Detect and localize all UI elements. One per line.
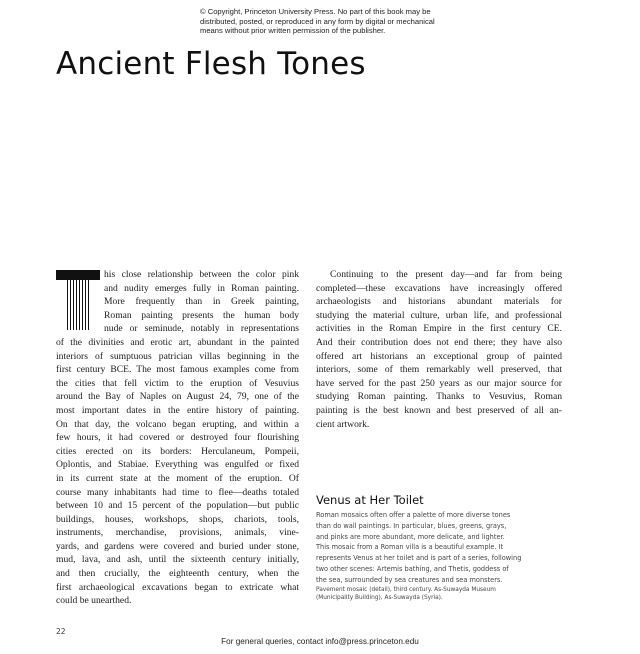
body-line: interiors of sumptuous patrician villas beginning in the bbox=[56, 350, 299, 362]
copyright-line: means without prior written permission of the publisher. bbox=[200, 26, 386, 36]
body-line: cities erected on its borders: Herculaneum, Pompeii, bbox=[56, 445, 299, 457]
page-number: 22 bbox=[56, 627, 66, 636]
body-column-right bbox=[316, 268, 562, 431]
body-line: completed—these excavations have increasingly offered bbox=[316, 282, 562, 294]
sidebar-text-line: represents Venus at her toilet and is part of a series, following bbox=[316, 554, 522, 563]
body-line: first century BCE. The most famous examples come from bbox=[56, 364, 299, 376]
body-line: activities in the Roman Empire in the first century CE. bbox=[316, 323, 562, 335]
body-line: most important dates in the entire history of painting. bbox=[56, 404, 299, 416]
sidebar-text-line: two other scenes: Artemis bathing, and Thetis, goddess of bbox=[316, 564, 509, 573]
sidebar-text-line: the sea, surrounded by sea creatures and sea monsters. bbox=[316, 575, 503, 584]
image-caption-line: Pavement mosaic (detail), third century. As-Suwayda Museum bbox=[316, 586, 496, 593]
body-column-left bbox=[56, 268, 299, 608]
sidebar-text-line: Roman mosaics often offer a palette of more diverse tones bbox=[316, 511, 511, 519]
body-line: between 10 and 15 percent of the population—but public bbox=[56, 500, 299, 512]
sidebar-text-line: and pinks are more abundant, more delicate, and lighter. bbox=[316, 532, 505, 541]
decorative-t-initial-icon bbox=[56, 270, 100, 330]
body-line: first archaeological excavations began to extricate what bbox=[56, 581, 299, 593]
body-line: his close relationship between the color pink bbox=[104, 269, 299, 280]
image-caption-line: (Municipality Building), As-Suwayda (Syria). bbox=[316, 595, 443, 602]
body-line: Oplontis, and Stabiae. Everything was engulfed or fixed bbox=[56, 459, 299, 471]
footer-contact: For general queries, contact info@press.princeton.edu bbox=[221, 637, 419, 646]
body-line: painting is the best known and best preserved of all an- bbox=[316, 404, 562, 416]
sidebar-title: Venus at Her Toilet bbox=[316, 493, 424, 507]
body-line: the cities that fell victim to the eruption of Vesuvius bbox=[56, 377, 299, 389]
body-line: could be unearthed. bbox=[56, 595, 132, 607]
body-line: On that day, the volcano began erupting, and within a bbox=[56, 418, 299, 430]
body-line: And their contribution does not end there; they have also bbox=[316, 336, 562, 348]
body-line: and then crucially, the eighteenth century, when the bbox=[56, 568, 299, 580]
body-line: Continuing to the present day—and far from being bbox=[330, 269, 562, 280]
body-line: nude or seminude, notably in representations bbox=[104, 323, 299, 335]
body-line: yards, and gardens were covered and buried under stone, bbox=[56, 540, 299, 552]
body-line: interiors, some of them remarkably well preserved, that bbox=[316, 364, 562, 376]
body-line: studying the material culture, urban life, and professional bbox=[316, 309, 562, 321]
body-line: and nudity emerges fully in Roman painting. bbox=[104, 282, 299, 294]
body-line: offered art historians an exceptional group of painted bbox=[316, 350, 562, 362]
body-line: of the divinities and erotic art, abundant in the painted bbox=[56, 336, 299, 348]
body-line: in its current state at the moment of the eruption. Of bbox=[56, 472, 299, 484]
body-line: few hours, it had covered or destroyed four flourishing bbox=[56, 432, 299, 444]
copyright-line: © Copyright, Princeton University Press. No part of this book may be bbox=[200, 7, 431, 16]
body-line: More frequently than in Greek painting, bbox=[104, 296, 299, 308]
sidebar-text-line: This mosaic from a Roman villa is a beautiful example. It bbox=[316, 543, 504, 552]
image-sidebar bbox=[316, 493, 556, 603]
copyright-line: distributed, posted, or reproduced in any form by digital or mechanical bbox=[200, 16, 435, 26]
body-line: studying Roman painting. Thanks to Vesuvius, Roman bbox=[316, 391, 562, 403]
sidebar-text-line: than do wall paintings. In particular, blues, greens, grays, bbox=[316, 521, 507, 530]
body-line: cient artwork. bbox=[316, 418, 370, 430]
body-line: around the Bay of Naples on August 24, 79, one of the bbox=[56, 391, 299, 403]
body-line: buildings, houses, workshops, shops, chariots, tools, bbox=[56, 513, 299, 525]
body-line: have served for the past 250 years as our major source for bbox=[316, 377, 562, 389]
chapter-title: Ancient Flesh Tones bbox=[56, 46, 366, 82]
body-line: course many inhabitants had time to flee—deaths totaled bbox=[56, 486, 299, 498]
copyright-notice bbox=[200, 7, 445, 36]
body-line: instruments, merchandise, provisions, animals, vine- bbox=[56, 527, 299, 539]
body-line: Roman painting presents the human body bbox=[104, 309, 299, 321]
body-line: archaeologists and historians abundant materials for bbox=[316, 296, 562, 308]
body-line: mud, lava, and ash, until the sixteenth century initially, bbox=[56, 554, 299, 566]
